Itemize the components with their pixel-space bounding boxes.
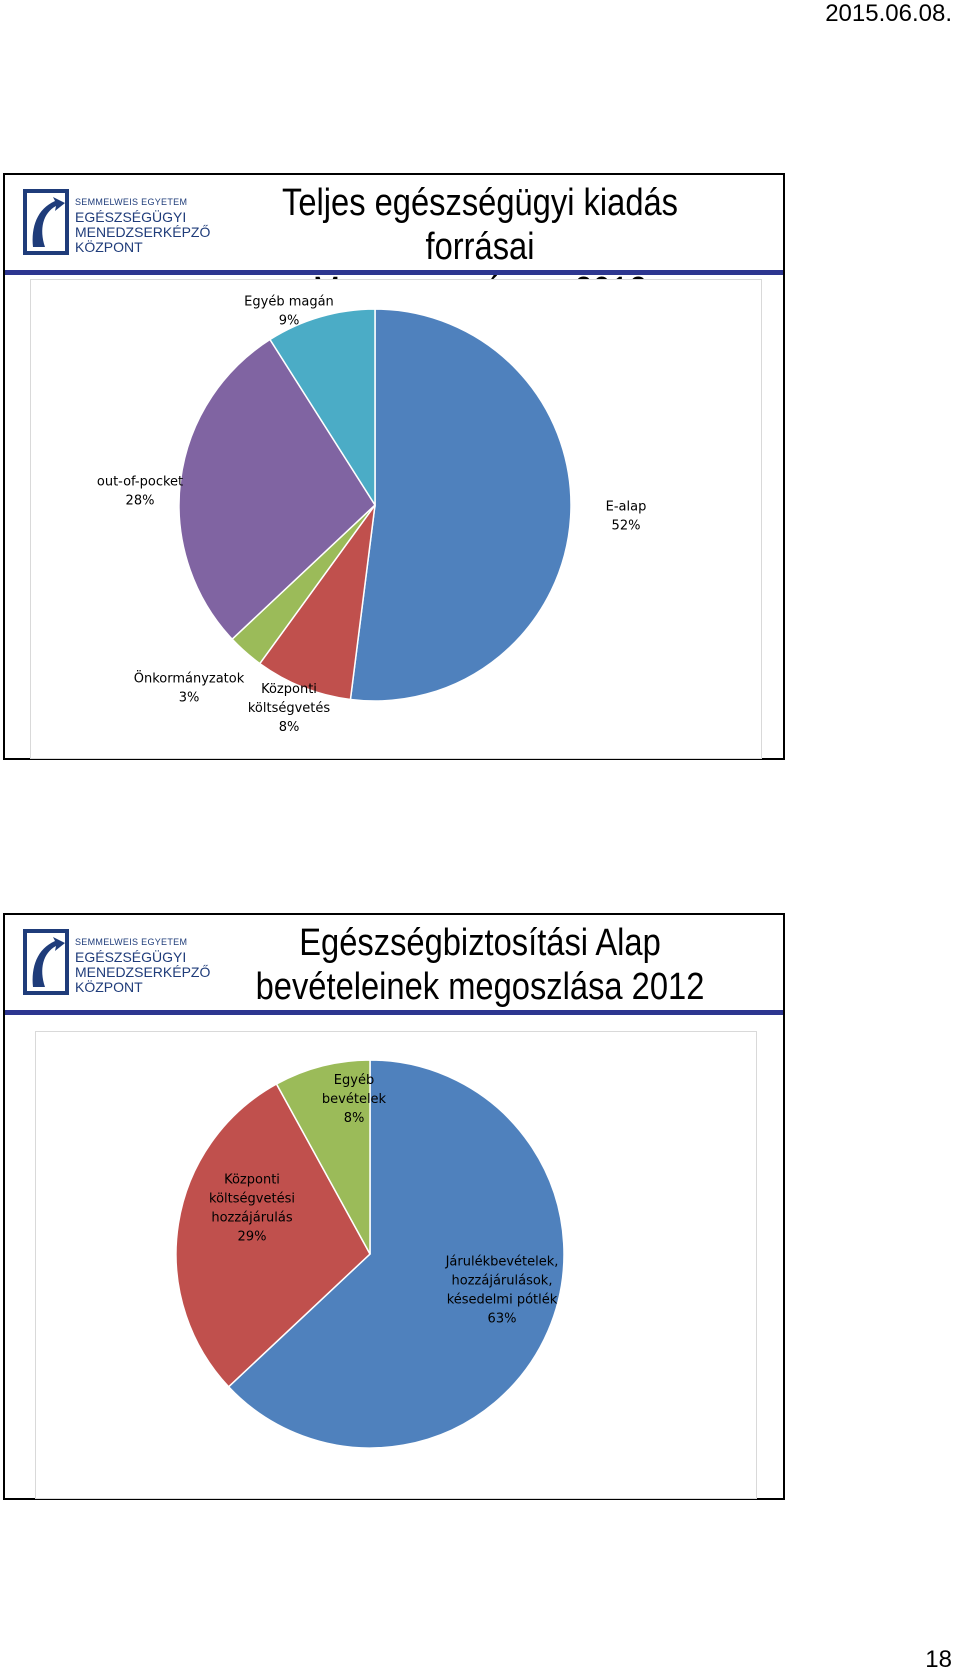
logo-mark-icon — [23, 189, 69, 255]
slice-label: out-of-pocket 28% — [96, 474, 184, 509]
logo-line: MENEDZSERKÉPZŐ — [75, 224, 211, 240]
logo — [23, 189, 213, 259]
slice-label: Központi költségvetési hozzájárulás 29% — [209, 1172, 295, 1245]
title-line: Teljes egészségügyi kiadás forrásai — [281, 182, 679, 268]
slice-label: Egyéb magán 9% — [244, 294, 334, 329]
slide-header — [5, 915, 783, 1012]
slice-label: Önkormányzatok 3% — [133, 671, 245, 706]
logo-line: MENEDZSERKÉPZŐ — [75, 964, 211, 980]
chart-area — [30, 279, 762, 759]
chart-area — [35, 1031, 757, 1499]
logo-text — [75, 935, 215, 995]
page-number: 18 — [925, 1646, 952, 1673]
logo-line: EGÉSZSÉGÜGYI — [75, 949, 187, 965]
slice-label: Egyéb bevételek 8% — [321, 1073, 387, 1126]
logo-line: EGÉSZSÉGÜGYI — [75, 209, 187, 225]
slide-health-fund-revenue — [3, 913, 785, 1500]
logo-mark-icon — [23, 929, 69, 995]
title-line: bevételeinek megoszlása 2012 — [255, 966, 705, 1008]
title-line: Egészségbiztosítási Alap — [299, 922, 661, 964]
header-divider — [5, 1010, 783, 1015]
pie-chart — [31, 280, 761, 758]
slide-total-health-expenditure — [3, 173, 785, 760]
logo-line: SEMMELWEIS EGYETEM — [75, 197, 188, 207]
header-divider — [5, 270, 783, 275]
logo-line: SEMMELWEIS EGYETEM — [75, 937, 188, 947]
logo-line: KÖZPONT — [75, 239, 143, 255]
logo — [23, 929, 213, 999]
slide-title — [248, 921, 712, 1009]
slide-header — [5, 175, 783, 272]
slice-label: Járulékbevételek, hozzájárulások, késedelmi pótlék 63% — [445, 1254, 559, 1327]
pie-chart — [36, 1032, 756, 1498]
slice-label: E-alap 52% — [605, 499, 647, 534]
slice-label: Központi költségvetés 8% — [247, 682, 331, 735]
logo-text — [75, 195, 215, 255]
logo-line: KÖZPONT — [75, 979, 143, 995]
date-stamp: 2015.06.08. — [825, 0, 952, 27]
pie-slice — [350, 309, 571, 701]
